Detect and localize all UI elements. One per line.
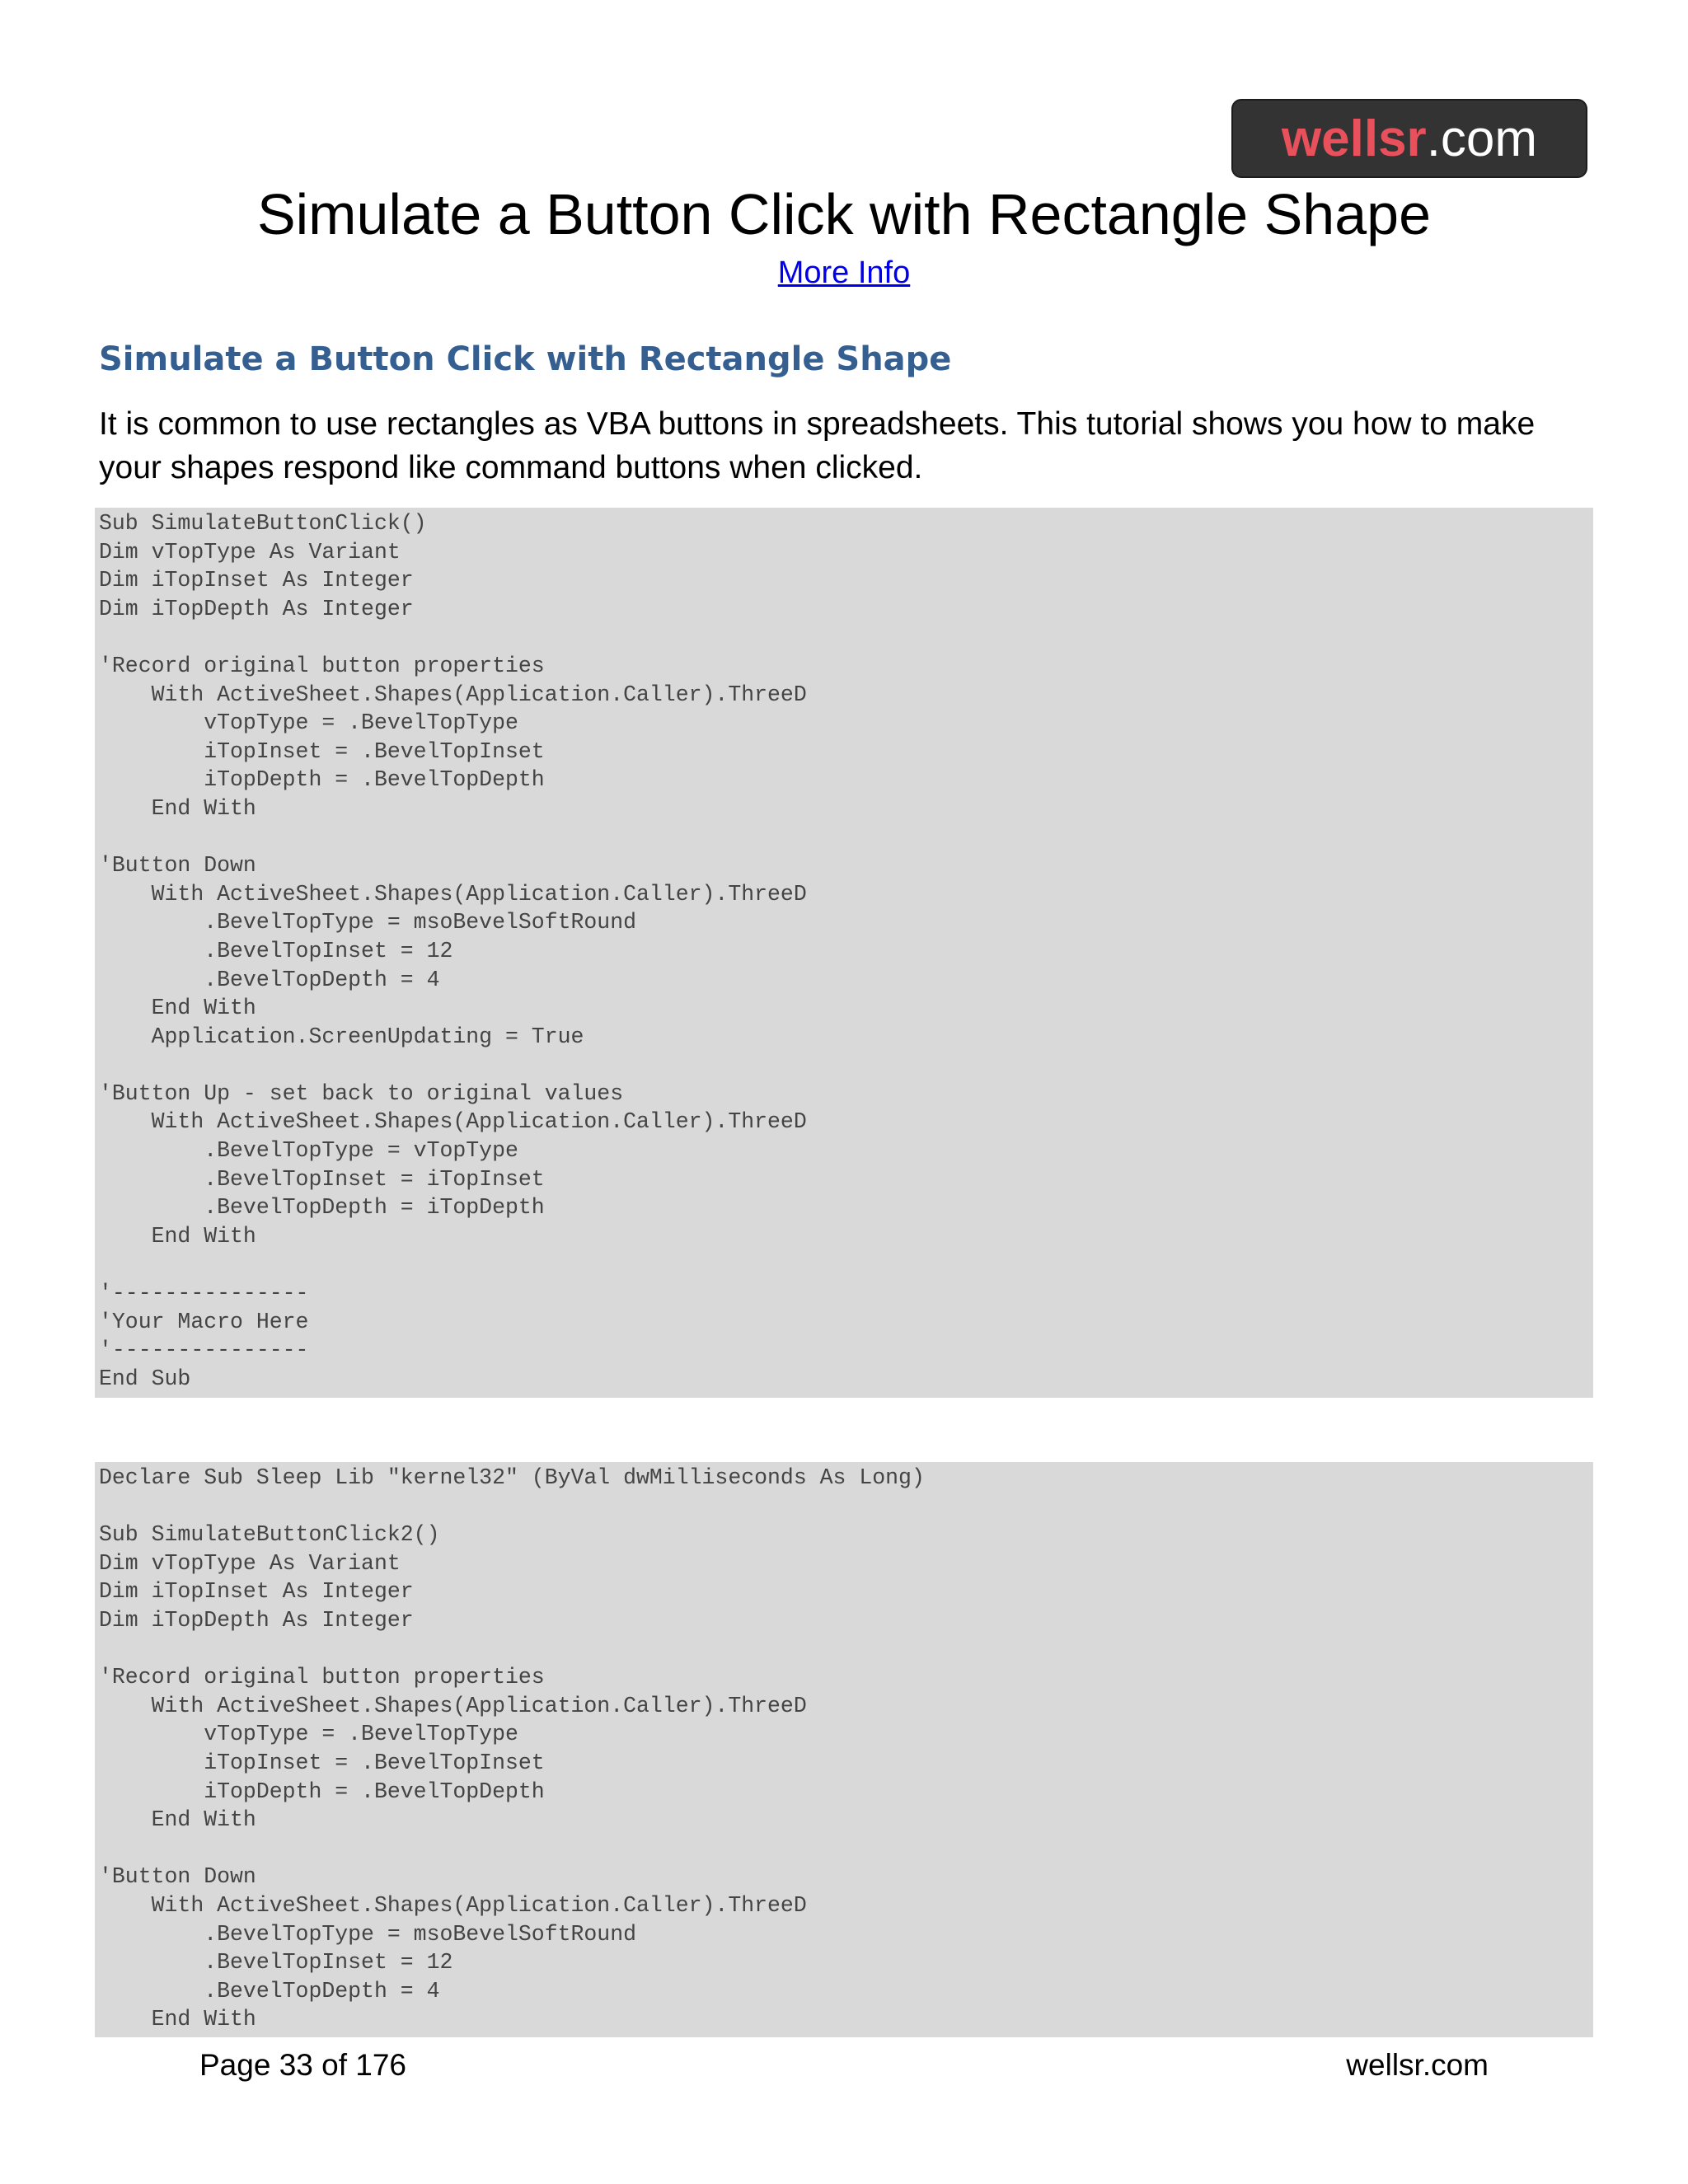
code-line: 'Your Macro Here [99, 1309, 309, 1334]
code-line: End Sub [99, 1366, 191, 1391]
code-line [99, 1250, 1593, 1279]
code-block-1 [95, 508, 1593, 1398]
code-line: .BevelTopType = msoBevelSoftRound [99, 1921, 637, 1947]
code-line: Dim vTopType As Variant [99, 1550, 401, 1576]
code-line: 'Button Down [99, 1864, 256, 1890]
code-line: vTopType = .BevelTopType [99, 1722, 518, 1747]
code-line: Sub SimulateButtonClick() [99, 511, 427, 536]
code-line: Dim iTopDepth As Integer [99, 596, 414, 621]
code-line: Application.ScreenUpdating = True [99, 1024, 584, 1049]
code-line: End With [99, 2007, 256, 2032]
code-line: 'Button Down [99, 853, 256, 879]
code-line: .BevelTopDepth = 4 [99, 1978, 440, 2004]
code-line [99, 1051, 1593, 1080]
code-line: With ActiveSheet.Shapes(Application.Caller).ThreeD [99, 1892, 807, 1918]
footer-page-number: Page 33 of 176 [199, 2048, 406, 2082]
code-line: Declare Sub Sleep Lib "kernel32" (ByVal dwMilliseconds As Long) [99, 1465, 925, 1490]
code-line: With ActiveSheet.Shapes(Application.Caller).ThreeD [99, 682, 807, 707]
code-line: iTopDepth = .BevelTopDepth [99, 767, 545, 793]
section-heading: Simulate a Button Click with Rectangle Shape [99, 340, 952, 378]
code-block-2 [95, 1462, 1593, 2037]
code-line [99, 1493, 1593, 1521]
code-line [99, 1635, 1593, 1664]
footer-site: wellsr.com [1346, 2048, 1489, 2082]
code-line: Sub SimulateButtonClick2() [99, 1522, 440, 1548]
code-line: End With [99, 1223, 256, 1249]
code-line: End With [99, 795, 256, 821]
code-line: 'Button Up - set back to original values [99, 1080, 624, 1106]
code-line [99, 823, 1593, 852]
wellsr-logo [1231, 99, 1587, 178]
code-line: .BevelTopType = msoBevelSoftRound [99, 910, 637, 935]
more-info-link[interactable]: More Info [777, 255, 911, 290]
code-line [99, 1835, 1593, 1863]
code-line: 'Record original button properties [99, 1665, 545, 1690]
more-info-container [0, 254, 1688, 292]
document-title: Simulate a Button Click with Rectangle Shape [256, 182, 1432, 246]
code-line: End With [99, 996, 256, 1021]
code-line: With ActiveSheet.Shapes(Application.Caller).ThreeD [99, 881, 807, 907]
code-line: iTopInset = .BevelTopInset [99, 1750, 545, 1775]
code-line: .BevelTopInset = iTopInset [99, 1166, 545, 1192]
code-line: .BevelTopInset = 12 [99, 938, 453, 963]
code-line: Dim iTopInset As Integer [99, 568, 414, 593]
code-line: Dim iTopDepth As Integer [99, 1607, 414, 1633]
code-line [99, 623, 1593, 652]
logo-tld-text: .com [1426, 110, 1538, 167]
code-line: vTopType = .BevelTopType [99, 710, 518, 736]
intro-paragraph: It is common to use rectangles as VBA buttons in spreadsheets. This tutorial shows you how to make your shapes respond like command buttons when clicked. [99, 406, 1536, 485]
code-line: '--------------- [99, 1281, 309, 1306]
code-line: .BevelTopInset = 12 [99, 1950, 453, 1975]
code-line: With ActiveSheet.Shapes(Application.Caller).ThreeD [99, 1693, 807, 1718]
code-line: End With [99, 1807, 256, 1833]
code-line: .BevelTopDepth = 4 [99, 967, 440, 992]
code-line: .BevelTopType = vTopType [99, 1138, 518, 1164]
code-line: '--------------- [99, 1338, 309, 1363]
code-line: iTopDepth = .BevelTopDepth [99, 1779, 545, 1804]
code-line: .BevelTopDepth = iTopDepth [99, 1195, 545, 1221]
code-line: iTopInset = .BevelTopInset [99, 738, 545, 764]
code-line: Dim vTopType As Variant [99, 539, 401, 565]
code-line: Dim iTopInset As Integer [99, 1579, 414, 1605]
code-line: With ActiveSheet.Shapes(Application.Caller).ThreeD [99, 1109, 807, 1135]
code-line: 'Record original button properties [99, 653, 545, 678]
logo-brand-text: wellsr [1281, 110, 1427, 167]
